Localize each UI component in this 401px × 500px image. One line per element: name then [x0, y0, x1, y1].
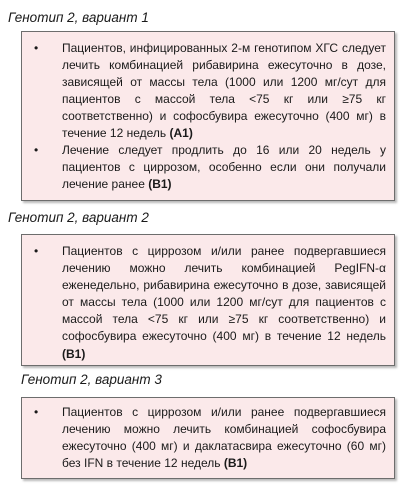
section-2-box	[21, 234, 395, 366]
section-1-heading: Генотип 2, вариант 1	[8, 10, 149, 25]
evidence-grade: (В1)	[223, 456, 248, 471]
section-1-item-1	[62, 40, 386, 143]
section-3-item-1	[62, 404, 386, 472]
section-2-item-1	[62, 243, 386, 363]
section-2-heading: Генотип 2, вариант 2	[8, 210, 149, 225]
item-text: Лечение следует продлить до 16 или 20 недель у пациентов с циррозом, особенно если они получали лечение ранее	[62, 143, 386, 192]
bullet-marker: •	[34, 405, 39, 419]
section-1-box	[21, 31, 395, 201]
evidence-grade: (В1)	[62, 346, 86, 361]
evidence-grade: (А1)	[169, 126, 193, 141]
section-1-item-2	[62, 142, 386, 193]
bullet-marker: •	[34, 41, 39, 55]
item-text: Пациентов с циррозом и/или ранее подвергавшиеся лечению можно лечить комбинацией софосбувира ежесуточно (400 мг) и даклатасвира ежесуточно (60 мг) без IFN в течение 12 недель	[62, 405, 386, 471]
item-text: Пациентов с циррозом и/или ранее подвергавшиеся лечению можно лечить комбинацией PegIFN-α еженедельно, рибавирина ежесуточно в дозе, зависящей от массы тела (1000 или 1200 мг/сут для пациентов с массой тела <75 кг или ≥75 кг соответственно) и софосбувира ежесуточно (400 мг) в течение 12 недель	[62, 244, 386, 344]
item-text: Пациентов, инфицированных 2-м генотипом ХГС следует лечить комбинацией рибавирина ежесуточно в дозе, зависящей от массы тела (1000 или 1200 мг/сут для пациентов с массой тела <75 кг или ≥75 кг соответственно) и софосбувира ежесуточно (400 мг) в течение 12 недель	[62, 41, 386, 141]
evidence-grade: (В1)	[148, 177, 172, 192]
bullet-marker: •	[34, 143, 39, 157]
bullet-marker: •	[34, 244, 39, 258]
section-3-box	[21, 397, 395, 479]
section-3-heading: Генотип 2, вариант 3	[21, 372, 162, 387]
